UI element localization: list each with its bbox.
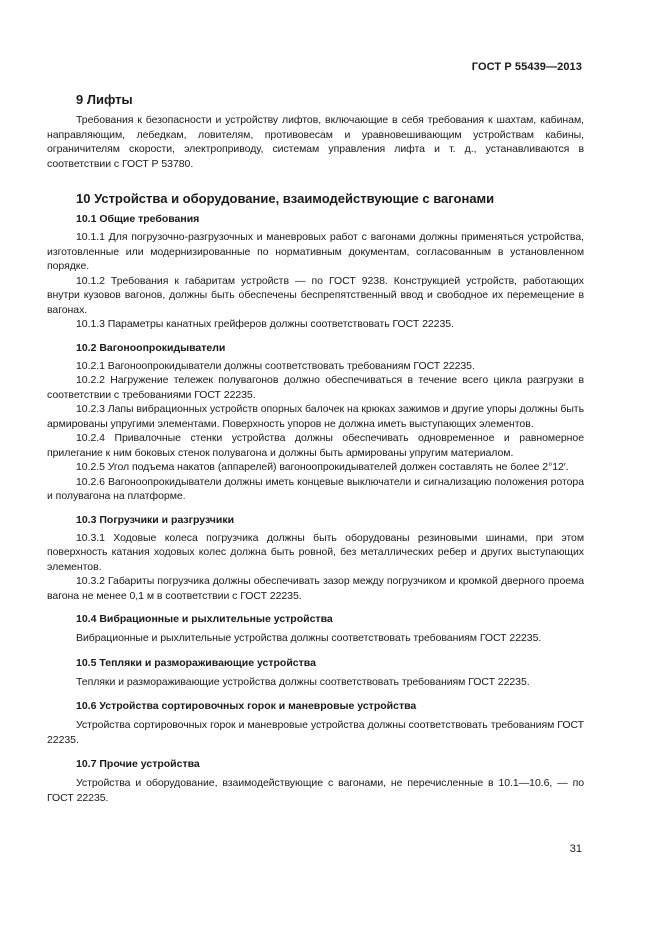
page-number: 31 bbox=[569, 843, 582, 855]
section-9-paragraph: Требования к безопасности и устройству лифтов, включающие в себя требования к шахтам, кабинам, направляющим, лебедкам, ловителям, противовесам и уравновешивающим устройствам кабины, ограничителям скорости, электроприводу, системам управления лифта и т. д., устанавливаются в соответствии с ГОСТ Р 53780. bbox=[47, 114, 584, 170]
clause-10-2-3: 10.2.3 Лапы вибрационных устройств опорных балочек на крюках зажимов и другие упоры должны быть армированы упругими элементами. Поверхность упоров не должна иметь выступающих элементов. bbox=[47, 403, 584, 430]
section-10-heading: 10 Устройства и оборудование, взаимодействующие с вагонами bbox=[76, 191, 495, 206]
clause-10-2-1: 10.2.1 Вагоноопрокидыватели должны соответствовать требованиям ГОСТ 22235. bbox=[76, 359, 475, 372]
subsection-10-6-text: Устройства сортировочных горок и маневровые устройства должны соответствовать требованиям ГОСТ 22235. bbox=[47, 719, 584, 746]
subsection-10-2-heading: 10.2 Вагоноопрокидыватели bbox=[76, 341, 226, 354]
clause-10-3-2: 10.3.2 Габариты погрузчика должны обеспечивать зазор между погрузчиком и кромкой дверного проема вагона не менее 0,1 м в соответствии с ГОСТ 22235. bbox=[47, 575, 584, 602]
clause-10-1-2: 10.1.2 Требования к габаритам устройств — по ГОСТ 9238. Конструкцией устройств, работающих внутри кузовов вагонов, должны быть обеспечены беспрепятственный ввод и свободное их перемещение в вагонах. bbox=[47, 274, 584, 316]
subsection-10-3-heading: 10.3 Погрузчики и разгрузчики bbox=[76, 513, 235, 526]
clause-10-1-1: 10.1.1 Для погрузочно-разгрузочных и маневровых работ с вагонами должны применяться устройства, изготовленные или модернизированные по нормативным документам, согласованным в установленном порядке. bbox=[47, 231, 584, 272]
clause-10-1-3: 10.1.3 Параметры канатных грейферов должны соответствовать ГОСТ 22235. bbox=[76, 318, 454, 330]
clause-10-3-1: 10.3.1 Ходовые колеса погрузчика должны быть оборудованы резиновыми шинами, при этом поверхность катания ходовых колес должна быть ровной, без металлических ребер и других выступающих элементов. bbox=[47, 531, 584, 573]
clause-10-2-2: 10.2.2 Нагружение тележек полувагонов должно обеспечиваться в течение всего цикла разгрузки в соответствии с требованиями ГОСТ 22235. bbox=[47, 374, 584, 401]
page-content bbox=[47, 92, 584, 805]
clause-10-2-6: 10.2.6 Вагоноопрокидыватели должны иметь концевые выключатели и сигнализацию положения ротора и полувагона на платформе. bbox=[47, 475, 584, 502]
clause-10-2-4: 10.2.4 Привалочные стенки устройства должны обеспечивать одновременное и равномерное прилегание к ним боковых стенок полувагона и должны быть армированы упругим материалом. bbox=[47, 432, 584, 459]
subsection-10-6-heading: 10.6 Устройства сортировочных горок и маневровые устройства bbox=[76, 700, 417, 712]
subsection-10-4-heading: 10.4 Вибрационные и рыхлительные устройства bbox=[76, 613, 333, 625]
subsection-10-1-heading: 10.1 Общие требования bbox=[76, 213, 200, 225]
section-9-heading: 9 Лифты bbox=[76, 92, 133, 107]
clause-10-2-5: 10.2.5 Угол подъема накатов (аппарелей) вагоноопрокидывателей должен составлять не более 2°12′. bbox=[76, 461, 569, 473]
document-code: ГОСТ Р 55439—2013 bbox=[471, 61, 582, 73]
subsection-10-5-text: Тепляки и размораживающие устройства должны соответствовать требованиям ГОСТ 22235. bbox=[76, 675, 530, 688]
subsection-10-7-text: Устройства и оборудование, взаимодействующие с вагонами, не перечисленные в 10.1—10.6, — по ГОСТ 22235. bbox=[47, 777, 584, 804]
subsection-10-4-text: Вибрационные и рыхлительные устройства должны соответствовать требованиям ГОСТ 22235. bbox=[76, 632, 542, 644]
subsection-10-7-heading: 10.7 Прочие устройства bbox=[76, 758, 200, 770]
subsection-10-5-heading: 10.5 Тепляки и размораживающие устройства bbox=[76, 656, 316, 669]
